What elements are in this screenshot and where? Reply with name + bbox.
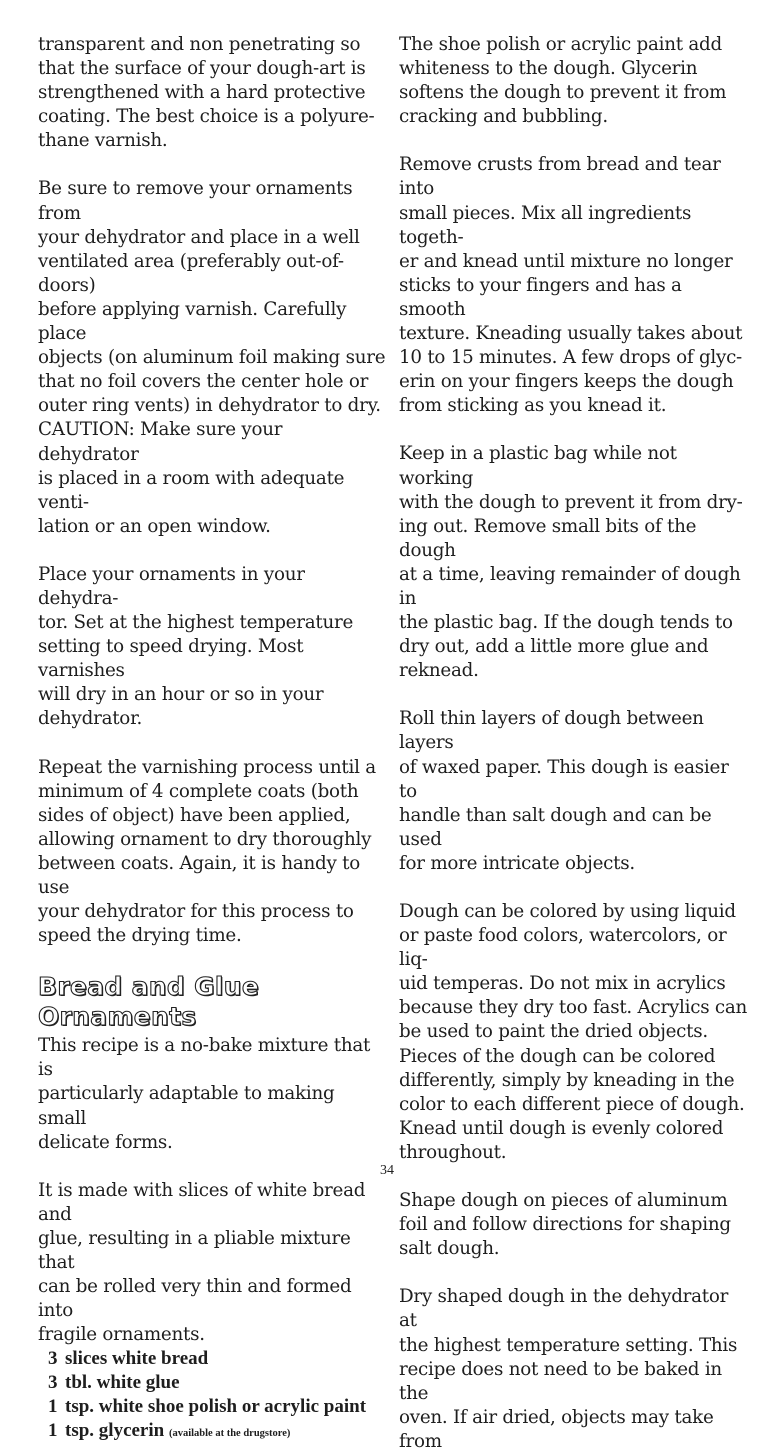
ingredient-item: [38, 1347, 386, 1371]
ingredient-list: [38, 1347, 386, 1446]
section-heading-bread-glue-ornaments: Bread and Glue Ornaments: [38, 972, 260, 1032]
paragraph-plastic-bag: Keep in a plastic bag while not working with the dough to prevent it from dry- ing out. Remove small bits of the dough at a time, leaving remainder of dough in the plastic bag. If the dough tends to dry out, add a little more glue and reknead.: [399, 443, 743, 682]
left-column: [38, 33, 386, 1446]
page-number: 34: [380, 1163, 394, 1178]
ingredient-quantity: 1: [48, 1396, 58, 1418]
ingredient-note: (available at the drugstore): [168, 1428, 291, 1440]
ingredient-text: tbl. white glue: [65, 1372, 180, 1394]
paragraph-dry-dough: Dry shaped dough in the dehydrator at the highest temperature setting. This recipe does not need to be baked in the oven. If air dried, objects may take from: [399, 1286, 738, 1452]
ingredient-quantity: 3: [48, 1348, 58, 1370]
ingredient-quantity: 1: [48, 1420, 58, 1442]
ingredient-text: tsp. white shoe polish or acrylic paint: [65, 1396, 367, 1418]
ingredient-item: [38, 1395, 386, 1419]
ingredient-quantity: 3: [48, 1372, 58, 1394]
paragraph-shoe-polish: The shoe polish or acrylic paint add whiteness to the dough. Glycerin softens the dough to prevent it from cracking and bubbling.: [399, 34, 727, 128]
paragraph-roll-layers: Roll thin layers of dough between layers of waxed paper. This dough is easier to handle than salt dough and can be used for more intricate objects.: [399, 708, 729, 874]
ingredient-text: tsp. glycerin: [65, 1420, 165, 1442]
ingredient-text: slices white bread: [65, 1348, 209, 1370]
ingredient-text-wrapper: [65, 1419, 386, 1446]
paragraph-recipe-intro: This recipe is a no-bake mixture that is particularly adaptable to making small delicate forms.: [38, 1035, 371, 1153]
right-column: [399, 33, 749, 1454]
paragraph-place-ornaments: Place your ornaments in your dehydra- tor. Set at the highest temperature setting to speed drying. Most varnishes will dry in an hour or so in your dehydrator.: [38, 563, 354, 730]
paragraph-remove-ornaments: Be sure to remove your ornaments from your dehydrator and place in a well ventilated area (preferably out-of-doors) before applying varnish. Carefully place objects (on aluminum foil making sure that no foil covers the center hole or outer ring vents) in dehydrator to dry. CAUTION: Make sure your dehydrator is placed in a room with adequate venti- lation or an open window.: [38, 178, 386, 537]
paragraph-coloring: Dough can be colored by using liquid or paste food colors, watercolors, or liq- uid temperas. Do not mix in acrylics because they dry too fast. Acrylics can be used to paint the dried objects. Pieces of the dough can be colored differently, simply by kneading in the color to each different piece of dough. Knead until dough is evenly colored throughout.: [399, 901, 748, 1163]
ingredient-item: [38, 1419, 386, 1446]
paragraph-varnish-intro: transparent and non penetrating so that the surface of your dough-art is strengthened with a hard protective coating. The best choice is a polyure- thane varnish.: [38, 34, 375, 152]
paragraph-recipe-description: It is made with slices of white bread and glue, resulting in a pliable mixture that can be rolled very thin and formed into fragile ornaments.: [38, 1179, 366, 1346]
ingredient-item: [38, 1371, 386, 1395]
paragraph-repeat-varnishing: Repeat the varnishing process until a minimum of 4 complete coats (both sides of object) have been applied, allowing ornament to dry thoroughly between coats. Again, it is handy to use your dehydrator for this process to speed the drying time.: [38, 756, 376, 947]
paragraph-shape-dough: Shape dough on pieces of aluminum foil and follow directions for shaping salt dough.: [399, 1190, 731, 1260]
paragraph-remove-crusts: Remove crusts from bread and tear into small pieces. Mix all ingredients togeth- er and knead until mixture no longer sticks to your fingers and has a smooth texture. Kneading usually takes about 10 to 15 minutes. A few drops of glyc- erin on your fingers keeps the dough from sticking as you knead it.: [399, 154, 743, 417]
